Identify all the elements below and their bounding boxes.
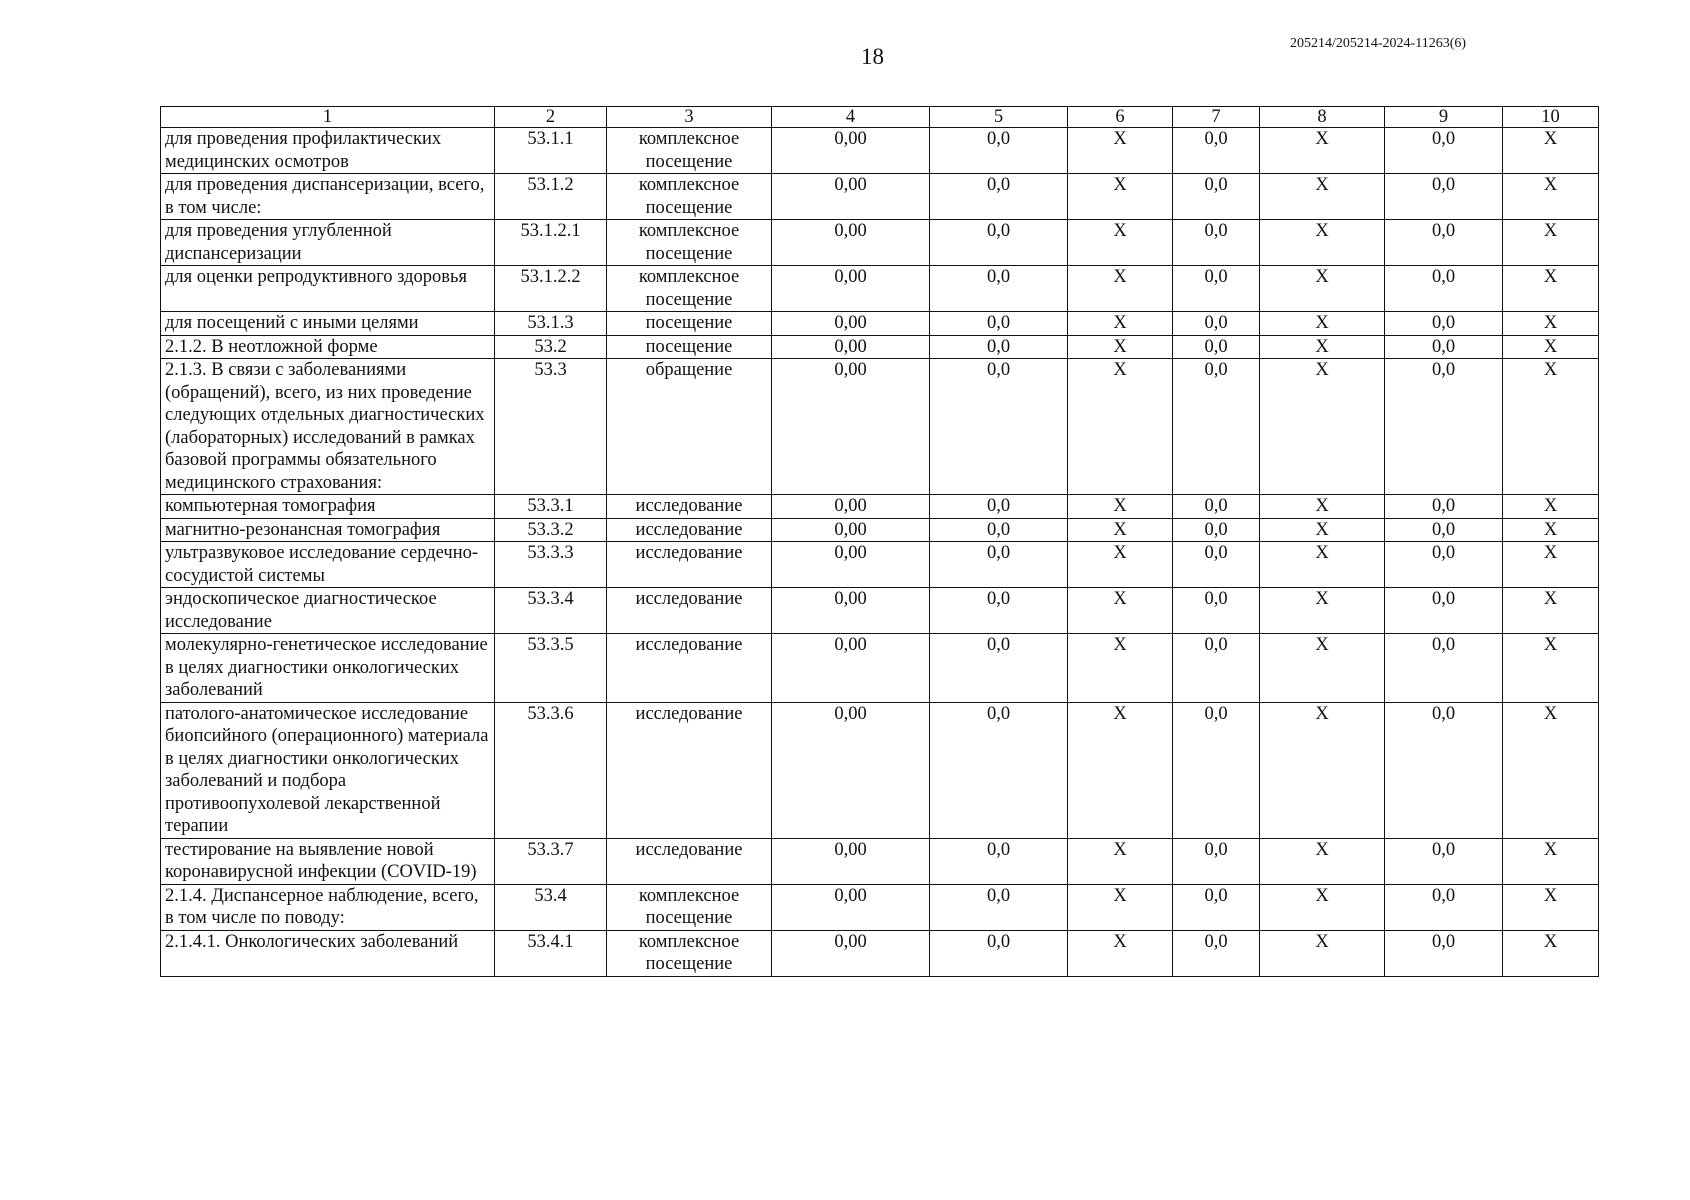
column-header: 8 <box>1260 107 1385 128</box>
col10-value-cell: X <box>1503 312 1599 336</box>
col5-value-cell: 0,0 <box>930 266 1068 312</box>
col4-value-cell: 0,00 <box>772 312 930 336</box>
unit-cell: комплексное посещение <box>607 930 772 976</box>
table-row <box>161 220 1599 266</box>
col9-value-cell: 0,0 <box>1385 220 1503 266</box>
col9-value-cell: 0,0 <box>1385 174 1503 220</box>
col6-value-cell: X <box>1068 220 1173 266</box>
col7-value-cell: 0,0 <box>1173 930 1260 976</box>
col5-value-cell: 0,0 <box>930 174 1068 220</box>
col8-value-cell: X <box>1260 702 1385 838</box>
column-header: 10 <box>1503 107 1599 128</box>
col9-value-cell: 0,0 <box>1385 335 1503 359</box>
row-code-cell: 53.3.2 <box>495 518 607 542</box>
col8-value-cell: X <box>1260 634 1385 703</box>
col10-value-cell: X <box>1503 359 1599 495</box>
col9-value-cell: 0,0 <box>1385 930 1503 976</box>
unit-cell: исследование <box>607 702 772 838</box>
col7-value-cell: 0,0 <box>1173 335 1260 359</box>
col10-value-cell: X <box>1503 174 1599 220</box>
col4-value-cell: 0,00 <box>772 495 930 519</box>
indicator-name-cell: эндоскопическое диагностическое исследование <box>161 588 495 634</box>
row-code-cell: 53.1.2.1 <box>495 220 607 266</box>
col9-value-cell: 0,0 <box>1385 495 1503 519</box>
col8-value-cell: X <box>1260 930 1385 976</box>
col6-value-cell: X <box>1068 634 1173 703</box>
row-code-cell: 53.2 <box>495 335 607 359</box>
table-row <box>161 634 1599 703</box>
col6-value-cell: X <box>1068 312 1173 336</box>
table-row <box>161 930 1599 976</box>
col5-value-cell: 0,0 <box>930 838 1068 884</box>
indicator-name-cell: для проведения профилактических медицинских осмотров <box>161 128 495 174</box>
col5-value-cell: 0,0 <box>930 588 1068 634</box>
col4-value-cell: 0,00 <box>772 838 930 884</box>
col10-value-cell: X <box>1503 838 1599 884</box>
col7-value-cell: 0,0 <box>1173 838 1260 884</box>
col5-value-cell: 0,0 <box>930 542 1068 588</box>
col5-value-cell: 0,0 <box>930 930 1068 976</box>
row-code-cell: 53.3 <box>495 359 607 495</box>
row-code-cell: 53.1.3 <box>495 312 607 336</box>
indicator-name-cell: ультразвуковое исследование сердечно-сосудистой системы <box>161 542 495 588</box>
column-header: 9 <box>1385 107 1503 128</box>
col8-value-cell: X <box>1260 495 1385 519</box>
column-header: 5 <box>930 107 1068 128</box>
col8-value-cell: X <box>1260 542 1385 588</box>
indicator-name-cell: 2.1.4. Диспансерное наблюдение, всего, в том числе по поводу: <box>161 884 495 930</box>
column-header: 7 <box>1173 107 1260 128</box>
unit-cell: исследование <box>607 495 772 519</box>
col9-value-cell: 0,0 <box>1385 702 1503 838</box>
col8-value-cell: X <box>1260 128 1385 174</box>
column-header: 6 <box>1068 107 1173 128</box>
col6-value-cell: X <box>1068 884 1173 930</box>
row-code-cell: 53.1.1 <box>495 128 607 174</box>
col5-value-cell: 0,0 <box>930 359 1068 495</box>
table-row <box>161 266 1599 312</box>
row-code-cell: 53.3.6 <box>495 702 607 838</box>
row-code-cell: 53.4 <box>495 884 607 930</box>
col4-value-cell: 0,00 <box>772 702 930 838</box>
col8-value-cell: X <box>1260 838 1385 884</box>
col4-value-cell: 0,00 <box>772 220 930 266</box>
col5-value-cell: 0,0 <box>930 495 1068 519</box>
col7-value-cell: 0,0 <box>1173 542 1260 588</box>
table-body <box>161 128 1599 977</box>
col4-value-cell: 0,00 <box>772 335 930 359</box>
col7-value-cell: 0,0 <box>1173 588 1260 634</box>
indicator-name-cell: тестирование на выявление новой коронавирусной инфекции (COVID-19) <box>161 838 495 884</box>
col9-value-cell: 0,0 <box>1385 359 1503 495</box>
col5-value-cell: 0,0 <box>930 634 1068 703</box>
row-code-cell: 53.1.2.2 <box>495 266 607 312</box>
col5-value-cell: 0,0 <box>930 702 1068 838</box>
column-header: 4 <box>772 107 930 128</box>
col4-value-cell: 0,00 <box>772 634 930 703</box>
indicator-name-cell: патолого-анатомическое исследование биопсийного (операционного) материала в целях диагностики онкологических заболеваний и подбора противоопухолевой лекарственной терапии <box>161 702 495 838</box>
indicator-name-cell: молекулярно-генетическое исследование в целях диагностики онкологических заболеваний <box>161 634 495 703</box>
table-row <box>161 588 1599 634</box>
col4-value-cell: 0,00 <box>772 542 930 588</box>
col6-value-cell: X <box>1068 359 1173 495</box>
table-row <box>161 174 1599 220</box>
col4-value-cell: 0,00 <box>772 359 930 495</box>
col4-value-cell: 0,00 <box>772 266 930 312</box>
table-row <box>161 335 1599 359</box>
col8-value-cell: X <box>1260 220 1385 266</box>
col6-value-cell: X <box>1068 128 1173 174</box>
table-row <box>161 702 1599 838</box>
col6-value-cell: X <box>1068 588 1173 634</box>
indicator-name-cell: компьютерная томография <box>161 495 495 519</box>
col5-value-cell: 0,0 <box>930 335 1068 359</box>
col10-value-cell: X <box>1503 266 1599 312</box>
col4-value-cell: 0,00 <box>772 174 930 220</box>
col7-value-cell: 0,0 <box>1173 702 1260 838</box>
table-row <box>161 542 1599 588</box>
unit-cell: исследование <box>607 838 772 884</box>
col5-value-cell: 0,0 <box>930 128 1068 174</box>
col10-value-cell: X <box>1503 128 1599 174</box>
col10-value-cell: X <box>1503 542 1599 588</box>
unit-cell: посещение <box>607 312 772 336</box>
page-number: 18 <box>861 44 884 69</box>
col7-value-cell: 0,0 <box>1173 312 1260 336</box>
table-row <box>161 128 1599 174</box>
col7-value-cell: 0,0 <box>1173 174 1260 220</box>
col4-value-cell: 0,00 <box>772 884 930 930</box>
col10-value-cell: X <box>1503 518 1599 542</box>
table-row <box>161 884 1599 930</box>
col7-value-cell: 0,0 <box>1173 495 1260 519</box>
col8-value-cell: X <box>1260 335 1385 359</box>
col8-value-cell: X <box>1260 359 1385 495</box>
row-code-cell: 53.3.1 <box>495 495 607 519</box>
col9-value-cell: 0,0 <box>1385 634 1503 703</box>
row-code-cell: 53.4.1 <box>495 930 607 976</box>
unit-cell: комплексное посещение <box>607 128 772 174</box>
col9-value-cell: 0,0 <box>1385 266 1503 312</box>
col7-value-cell: 0,0 <box>1173 128 1260 174</box>
unit-cell: комплексное посещение <box>607 220 772 266</box>
col10-value-cell: X <box>1503 495 1599 519</box>
col7-value-cell: 0,0 <box>1173 518 1260 542</box>
col5-value-cell: 0,0 <box>930 518 1068 542</box>
col7-value-cell: 0,0 <box>1173 220 1260 266</box>
unit-cell: исследование <box>607 518 772 542</box>
unit-cell: обращение <box>607 359 772 495</box>
col6-value-cell: X <box>1068 542 1173 588</box>
col6-value-cell: X <box>1068 838 1173 884</box>
col9-value-cell: 0,0 <box>1385 128 1503 174</box>
col7-value-cell: 0,0 <box>1173 266 1260 312</box>
unit-cell: комплексное посещение <box>607 884 772 930</box>
table-row <box>161 312 1599 336</box>
col6-value-cell: X <box>1068 266 1173 312</box>
document-id: 205214/205214-2024-11263(6) <box>1290 36 1467 51</box>
col4-value-cell: 0,00 <box>772 128 930 174</box>
indicator-name-cell: для проведения углубленной диспансеризации <box>161 220 495 266</box>
table-row <box>161 495 1599 519</box>
col5-value-cell: 0,0 <box>930 312 1068 336</box>
col10-value-cell: X <box>1503 588 1599 634</box>
col10-value-cell: X <box>1503 702 1599 838</box>
col9-value-cell: 0,0 <box>1385 518 1503 542</box>
col9-value-cell: 0,0 <box>1385 542 1503 588</box>
col6-value-cell: X <box>1068 335 1173 359</box>
col10-value-cell: X <box>1503 930 1599 976</box>
col6-value-cell: X <box>1068 930 1173 976</box>
col5-value-cell: 0,0 <box>930 220 1068 266</box>
col8-value-cell: X <box>1260 588 1385 634</box>
row-code-cell: 53.3.4 <box>495 588 607 634</box>
indicator-name-cell: 2.1.4.1. Онкологических заболеваний <box>161 930 495 976</box>
col6-value-cell: X <box>1068 174 1173 220</box>
col5-value-cell: 0,0 <box>930 884 1068 930</box>
unit-cell: исследование <box>607 634 772 703</box>
row-code-cell: 53.3.5 <box>495 634 607 703</box>
col6-value-cell: X <box>1068 702 1173 838</box>
unit-cell: посещение <box>607 335 772 359</box>
col9-value-cell: 0,0 <box>1385 588 1503 634</box>
col8-value-cell: X <box>1260 518 1385 542</box>
col10-value-cell: X <box>1503 884 1599 930</box>
col8-value-cell: X <box>1260 174 1385 220</box>
indicator-name-cell: 2.1.2. В неотложной форме <box>161 335 495 359</box>
col10-value-cell: X <box>1503 634 1599 703</box>
col9-value-cell: 0,0 <box>1385 884 1503 930</box>
col9-value-cell: 0,0 <box>1385 838 1503 884</box>
col8-value-cell: X <box>1260 884 1385 930</box>
row-code-cell: 53.1.2 <box>495 174 607 220</box>
column-header: 1 <box>161 107 495 128</box>
col9-value-cell: 0,0 <box>1385 312 1503 336</box>
col8-value-cell: X <box>1260 266 1385 312</box>
col7-value-cell: 0,0 <box>1173 884 1260 930</box>
column-header: 2 <box>495 107 607 128</box>
col10-value-cell: X <box>1503 335 1599 359</box>
indicator-name-cell: для посещений с иными целями <box>161 312 495 336</box>
col6-value-cell: X <box>1068 518 1173 542</box>
table-row <box>161 359 1599 495</box>
indicator-name-cell: 2.1.3. В связи с заболеваниями (обращений), всего, из них проведение следующих отдельных диагностических (лабораторных) исследований в рамках базовой программы обязательного медицинского страхования: <box>161 359 495 495</box>
column-number-row <box>161 107 1599 128</box>
table-row <box>161 518 1599 542</box>
col4-value-cell: 0,00 <box>772 930 930 976</box>
unit-cell: исследование <box>607 588 772 634</box>
col8-value-cell: X <box>1260 312 1385 336</box>
indicator-name-cell: для оценки репродуктивного здоровья <box>161 266 495 312</box>
table-row <box>161 838 1599 884</box>
row-code-cell: 53.3.3 <box>495 542 607 588</box>
col7-value-cell: 0,0 <box>1173 359 1260 495</box>
col4-value-cell: 0,00 <box>772 588 930 634</box>
unit-cell: комплексное посещение <box>607 174 772 220</box>
data-table <box>160 106 1599 977</box>
unit-cell: комплексное посещение <box>607 266 772 312</box>
row-code-cell: 53.3.7 <box>495 838 607 884</box>
column-header: 3 <box>607 107 772 128</box>
col7-value-cell: 0,0 <box>1173 634 1260 703</box>
col4-value-cell: 0,00 <box>772 518 930 542</box>
indicator-name-cell: магнитно-резонансная томография <box>161 518 495 542</box>
unit-cell: исследование <box>607 542 772 588</box>
col10-value-cell: X <box>1503 220 1599 266</box>
col6-value-cell: X <box>1068 495 1173 519</box>
indicator-name-cell: для проведения диспансеризации, всего, в том числе: <box>161 174 495 220</box>
